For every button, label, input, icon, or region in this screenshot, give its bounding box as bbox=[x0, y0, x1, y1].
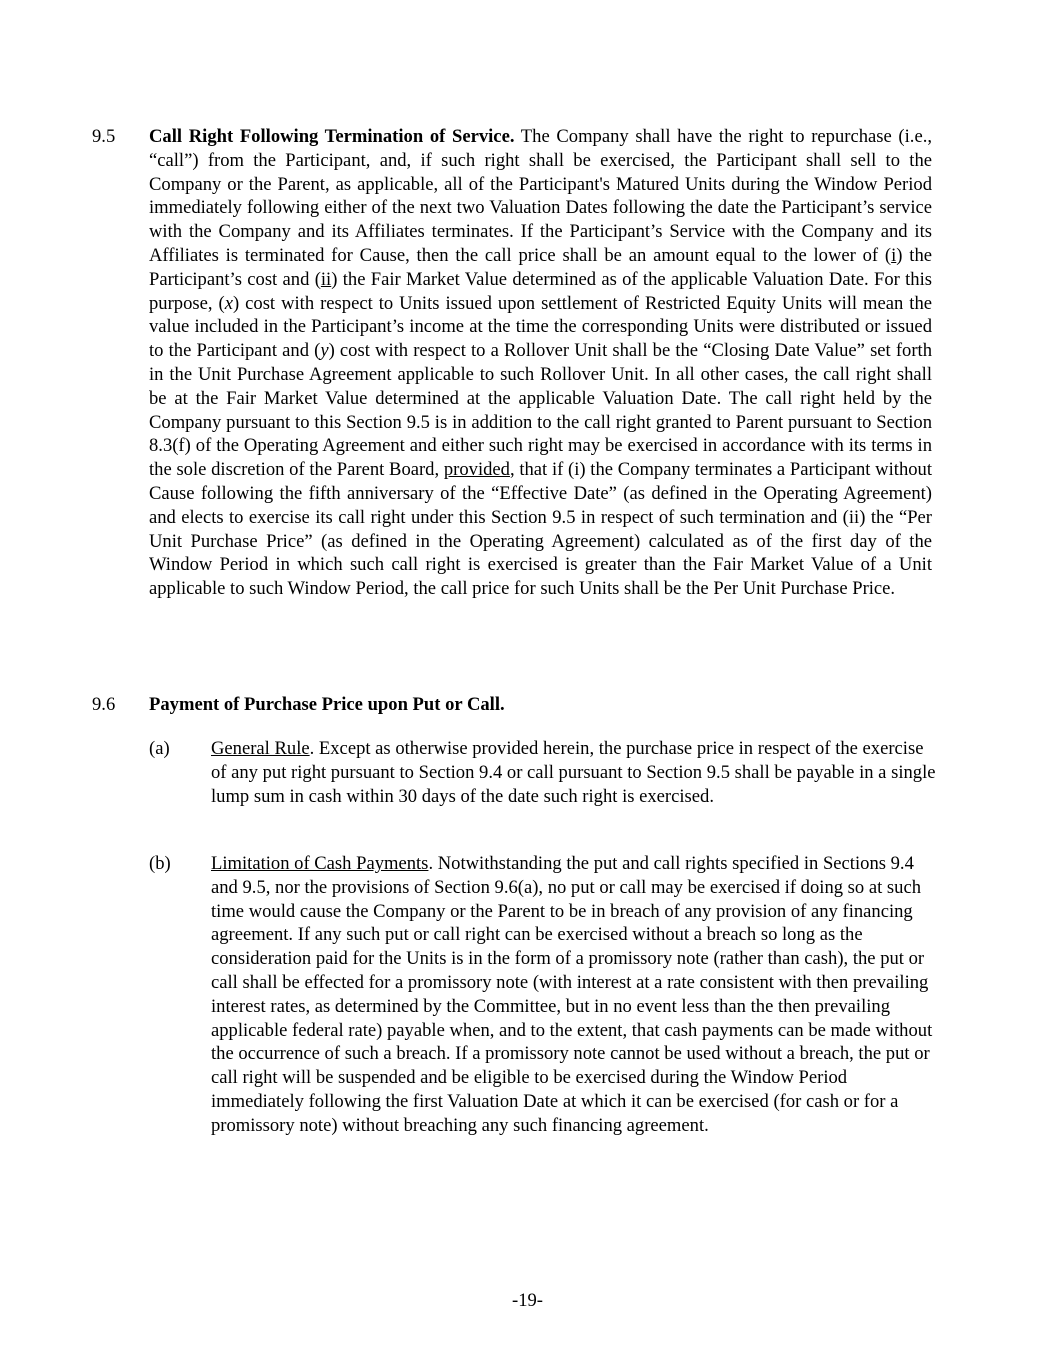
subsection-body bbox=[211, 852, 939, 1138]
section-number: 9.6 bbox=[92, 694, 116, 715]
subsection-a bbox=[149, 737, 939, 808]
section-body bbox=[149, 125, 932, 601]
roman-numeral: ii bbox=[320, 268, 332, 290]
body-text: ) the Fair Market Value determined as of the applicable Valuation Date. For this purpose, ( bbox=[149, 268, 932, 314]
subsection-label: (b) bbox=[149, 853, 171, 874]
variable-letter: y bbox=[320, 340, 329, 362]
provided-term: provided bbox=[443, 459, 510, 481]
body-text: ) the Participant’s cost and ( bbox=[149, 244, 933, 290]
body-text: . Notwithstanding the put and call rights specified in Sections 9.4 and 9.5, nor the provisions of Section 9.6(a), no put or call may be exercised if doing so at such time would cause the Company or the Parent to be in breach of any provision of any financing agreement. If any such put or call right can be exercised without a breach so long as the consideration paid for the Units is in the form of a promissory note (rather than cash), the put or call shall be effected for a promissory note (with interest at a rate consistent with then prevailing interest rates, as determined by the Committee, but in no event less than the then prevailing applicable federal rate) payable when, and to the extent, that cash payments can be made without the occurrence of such a breach. If a promissory note cannot be used without a breach, the put or call right will be suspended and be eligible to be exercised during the Window Period immediately following the first Valuation Date at which it can be exercised (for cash or for a promissory note) without breaching any such financing agreement. bbox=[211, 853, 933, 1136]
body-text: The Company shall have the right to repurchase (i.e., “call”) from the Participant, and, if such right shall be exercised, the Participant shall sell to the Company or the Parent, as applicable, all of the Participant's Matured Units during the Window Period immediately following either of the next two Valuation Dates following the date the Participant’s service with the Company and its Affiliates terminates. If the Participant’s Service with the Company and its Affiliates is terminated for Cause, then the call price shall be an amount equal to the lower of ( bbox=[149, 126, 932, 266]
body-text: ) cost with respect to a Rollover Unit shall be the “Closing Date Value” set forth in the Unit Purchase Agreement applicable to such Rollover Unit. In all other cases, the call right shall be at the Fair Market Value determined at the applicable Valuation Date. The call right held by the Company pursuant to this Section 9.5 is in addition to the call right granted to Parent pursuant to Section 8.3(f) of the Operating Agreement and either such right may be exercised in accordance with its terms in the sole discretion of the Parent Board, bbox=[149, 340, 933, 481]
section-heading: Payment of Purchase Price upon Put or Call. bbox=[149, 694, 505, 715]
subsection-body bbox=[211, 737, 939, 808]
section-body bbox=[149, 693, 932, 717]
variable-letter: x bbox=[224, 292, 233, 314]
body-text: , that if (i) the Company terminates a Participant without Cause following the fifth anniversary of the “Effective Date” (as defined in the Operating Agreement) and elects to exercise its call right under this Section 9.5 in respect of such termination and (ii) the “Per Unit Purchase Price” (as defined in the Operating Agreement) calculated as of the first day of the Window Period in which such call right is exercised is greater than the Fair Market Value of a Unit applicable to such Window Period, the call price for such Units shall be the Per Unit Purchase Price. bbox=[149, 459, 933, 600]
page-number: -19- bbox=[512, 1290, 543, 1311]
roman-numeral: i bbox=[891, 244, 897, 266]
subsection-label: (a) bbox=[149, 738, 170, 759]
subsection-title: General Rule bbox=[211, 738, 310, 759]
subsection-title: Limitation of Cash Payments bbox=[211, 853, 429, 874]
body-text: . Except as otherwise provided herein, the purchase price in respect of the exercise of any put right pursuant to Section 9.4 or call pursuant to Section 9.5 shall be payable in a single lump sum in cash within 30 days of the date such right is exercised. bbox=[211, 738, 936, 807]
section-heading: Call Right Following Termination of Service. bbox=[149, 126, 515, 147]
subsection-b bbox=[149, 852, 939, 1138]
section-9-6 bbox=[92, 693, 932, 717]
body-text: ) cost with respect to Units issued upon settlement of Restricted Equity Units will mean the value included in the Participant’s income at the time the corresponding Units were distributed or issued to the Participant and ( bbox=[149, 292, 933, 362]
section-9-5 bbox=[92, 125, 932, 601]
section-number: 9.5 bbox=[92, 126, 116, 147]
